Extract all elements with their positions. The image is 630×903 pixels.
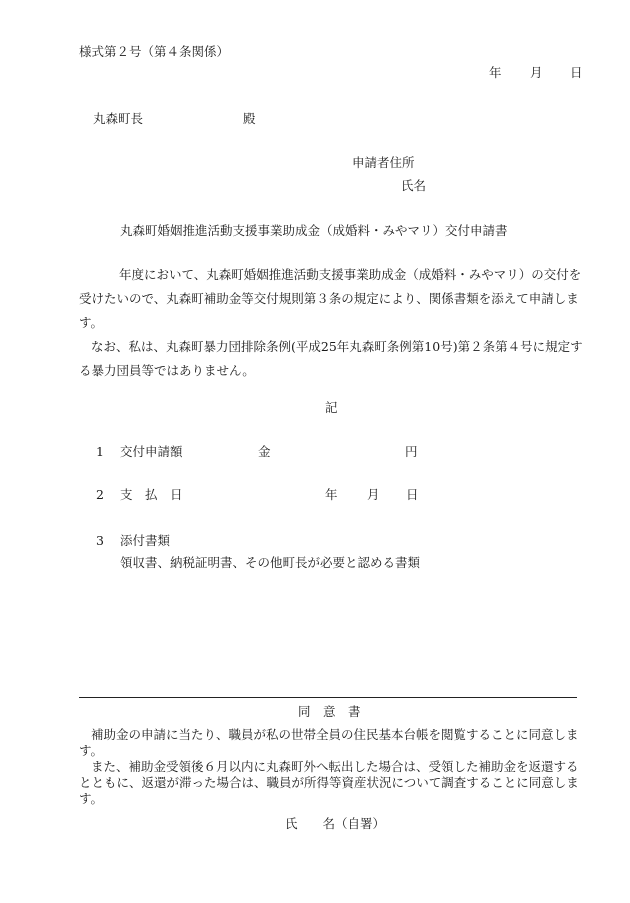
ki-heading: 記	[325, 400, 338, 415]
item-1-number: 1	[96, 444, 104, 459]
date-month: 月	[530, 65, 543, 80]
form-number: 様式第２号（第４条関係）	[79, 44, 230, 59]
item-3-detail: 領収書、納税証明書、その他町長が必要と認める書類	[120, 555, 421, 570]
item-2-label: 支 払 日	[120, 487, 183, 502]
applicant-address-label: 申請者住所	[352, 155, 415, 170]
consent-paragraph-2: また、補助金受領後６月以内に丸森町外へ転出した場合は、受領した補助金を返還するとともに、返還が滞った場合は、職員が所得等資産状況について調査することに同意します。	[79, 759, 579, 806]
date-year: 年	[489, 65, 502, 80]
consent-text	[79, 727, 583, 807]
item-3-label: 添付書類	[120, 533, 171, 548]
item-2-day: 日	[406, 487, 419, 502]
item-2-number: 2	[96, 487, 104, 502]
item-1-prefix: 金	[258, 444, 271, 459]
item-1-suffix: 円	[405, 444, 418, 459]
addressee-honorific: 殿	[243, 111, 256, 126]
consent-title: 同 意 書	[298, 704, 361, 719]
date-day: 日	[570, 65, 583, 80]
addressee-name: 丸森町長	[93, 111, 144, 126]
item-2-year: 年	[325, 487, 338, 502]
consent-paragraph-1: 補助金の申請に当たり、職員が私の世帯全員の住民基本台帳を閲覧することに同意します。	[79, 727, 579, 758]
body-paragraph-2: なお、私は、丸森町暴力団排除条例(平成25年丸森町条例第10号)第２条第４号に規定する暴力団員等ではありません。	[79, 339, 583, 378]
item-2-month: 月	[367, 487, 380, 502]
document-title: 丸森町婚姻推進活動支援事業助成金（成婚料・みやマリ）交付申請書	[120, 223, 508, 238]
applicant-name-label: 氏名	[401, 178, 427, 193]
consent-signature-label: 氏 名（自署）	[285, 816, 386, 831]
body-text	[79, 263, 583, 383]
divider-line	[79, 697, 577, 698]
item-3-number: 3	[96, 533, 104, 548]
body-paragraph-1: 年度において、丸森町婚姻推進活動支援事業助成金（成婚料・みやマリ）の交付を受けたいので、丸森町補助金等交付規則第３条の規定により、関係書類を添えて申請します。	[79, 267, 582, 330]
item-1-label: 交付申請額	[120, 444, 183, 459]
